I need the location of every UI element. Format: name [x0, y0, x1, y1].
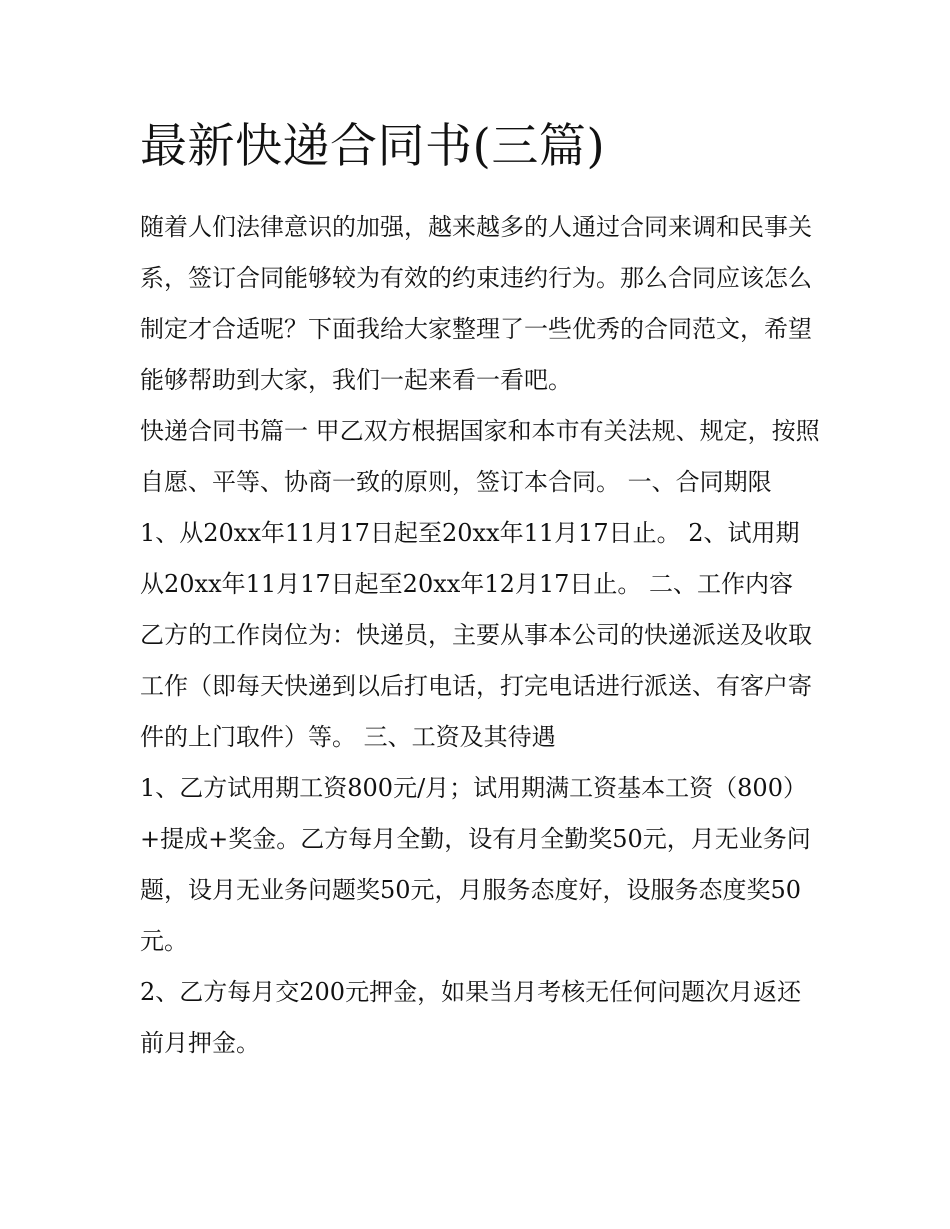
intro-paragraph: 随着人们法律意识的加强，越来越多的人通过合同来调和民事关系，签订合同能够较为有效的约束违约行为。那么合同应该怎么制定才合适呢？下面我给大家整理了一些优秀的合同范文，希望能够帮助到大家，我们一起来看一看吧。: [140, 213, 812, 394]
salary-clause-paragraph: 1、乙方试用期工资800元/月；试用期满工资基本工资（800）+提成+奖金。乙方每月全勤，设有月全勤奖50元，月无业务问题，设月无业务问题奖50元，月服务态度好，设服务态度奖50元。: [140, 774, 811, 955]
document-title: 最新快递合同书(三篇): [140, 119, 606, 174]
deposit-clause-paragraph: 2、乙方每月交200元押金，如果当月考核无任何问题次月返还前月押金。: [140, 978, 802, 1057]
contract-preamble-paragraph: 快递合同书篇一 甲乙双方根据国家和本市有关法规、规定，按照自愿、平等、协商一致的原则，签订本合同。 一、合同期限: [140, 417, 820, 496]
contract-term-paragraph: 1、从20xx年11月17日起至20xx年11月17日止。 2、试用期从20xx年11月17日起至20xx年12月17日止。 二、工作内容 乙方的工作岗位为：快递员，主要从事本公司的快递派送及收取工作（即每天快递到以后打电话，打完电话进行派送、有客户寄件的上门取件）等。 三、工资及其待遇: [140, 519, 812, 751]
document-body: [140, 112, 820, 1069]
